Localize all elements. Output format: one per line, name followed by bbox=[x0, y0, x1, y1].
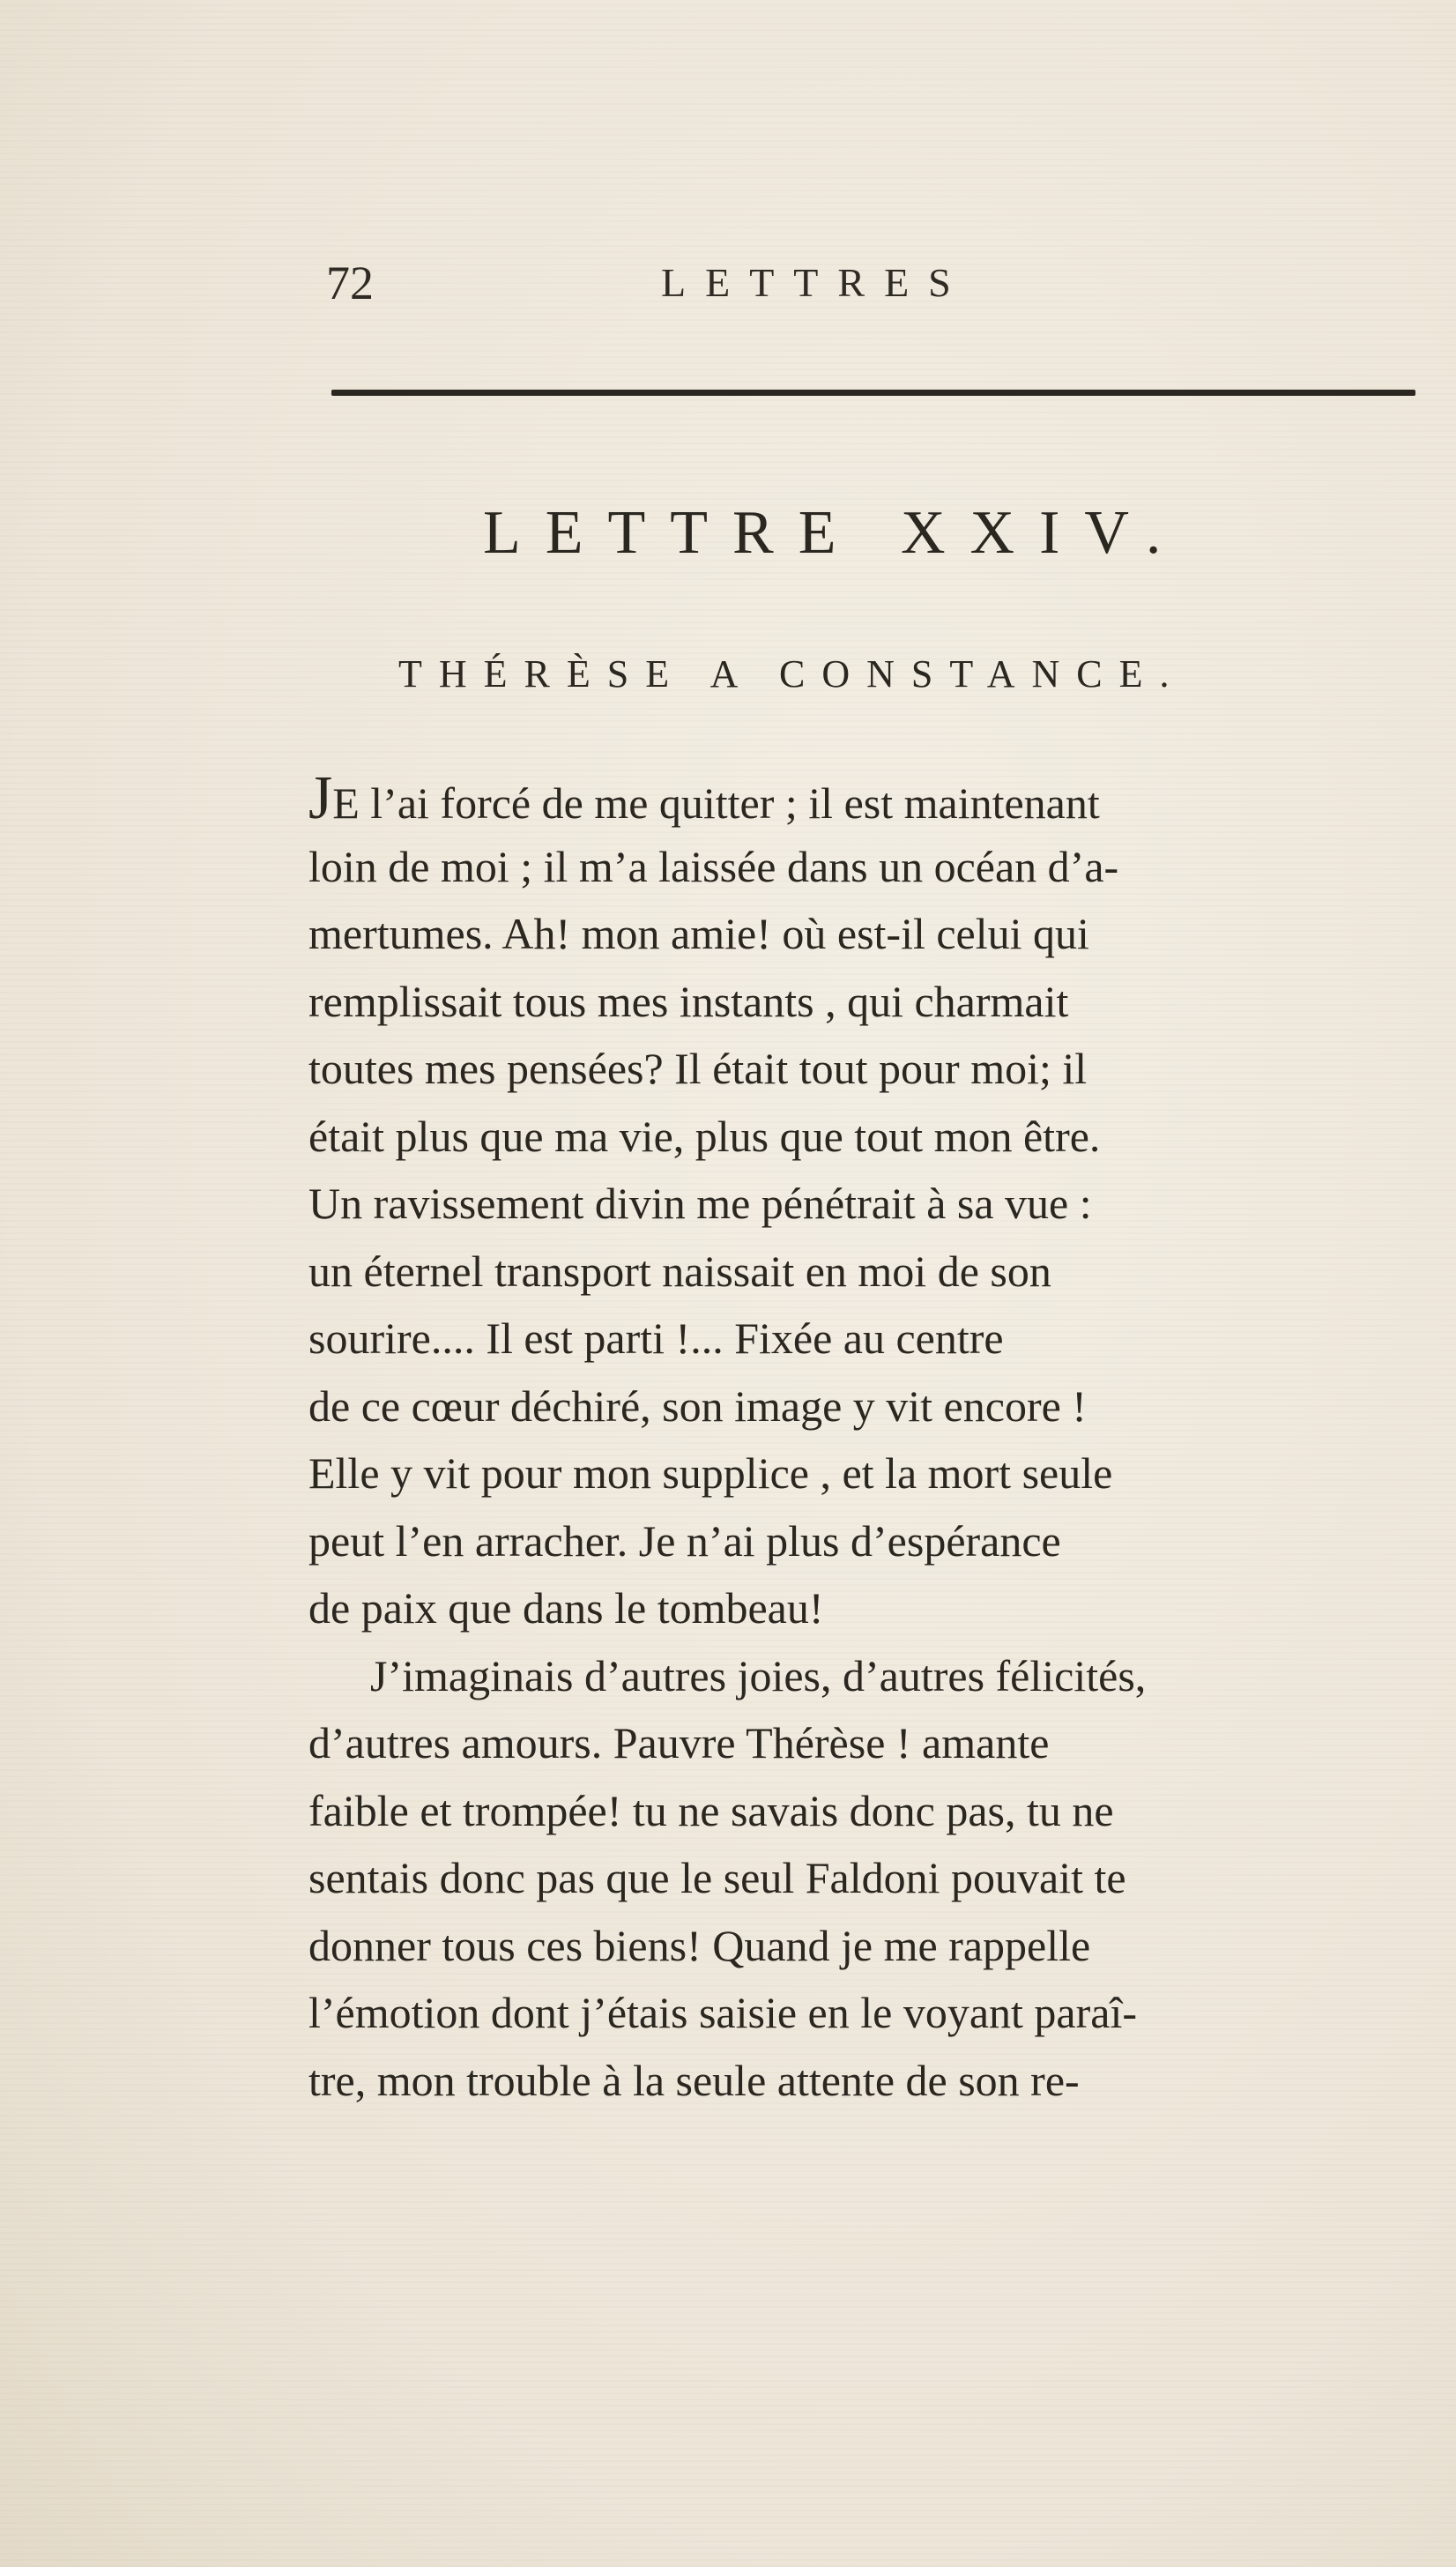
text-line: donner tous ces biens! Quand je me rappelle bbox=[308, 1920, 1091, 1970]
paragraph-2 bbox=[308, 1642, 1410, 2115]
text-line: Elle y vit pour mon supplice , et la mort seule bbox=[308, 1448, 1113, 1498]
text-line: loin de moi ; il m’a laissée dans un océan d’a- bbox=[308, 841, 1119, 891]
text-line: de ce cœur déchiré, son image y vit encore ! bbox=[308, 1380, 1087, 1431]
text-line: faible et trompée! tu ne savais donc pas, tu ne bbox=[308, 1785, 1114, 1835]
text-line: d’autres amours. Pauvre Thérèse ! amante bbox=[308, 1718, 1050, 1767]
text-line: toutes mes pensées? Il était tout pour moi; il bbox=[308, 1044, 1088, 1093]
text-line: sentais donc pas que le seul Faldoni pouvait te bbox=[308, 1853, 1126, 1902]
page-number: 72 bbox=[326, 257, 374, 309]
text-line-rest: E l’ai forcé de me quitter ; il est maintenant bbox=[332, 778, 1100, 828]
letter-body bbox=[308, 765, 1410, 2114]
text-line bbox=[308, 765, 1410, 833]
text-line: tre, mon trouble à la seule attente de son re- bbox=[308, 2055, 1080, 2105]
text-line: mertumes. Ah! mon amie! où est-il celui qui bbox=[308, 909, 1089, 958]
text-line: l’émotion dont j’étais saisie en le voyant paraî- bbox=[308, 1988, 1137, 2037]
text-line: peut l’en arracher. Je n’ai plus d’espérance bbox=[308, 1515, 1061, 1566]
running-title: LETTRES bbox=[661, 260, 970, 305]
text-line: Un ravissement divin me pénétrait à sa vue : bbox=[308, 1179, 1092, 1228]
text-line: sourire.... Il est parti !... Fixée au centre bbox=[308, 1313, 1004, 1363]
header-rule bbox=[331, 390, 1415, 396]
running-head bbox=[326, 252, 1119, 314]
text-line: J’imaginais d’autres joies, d’autres félicités, bbox=[370, 1650, 1147, 1700]
text-line: un éternel transport naissait en moi de son bbox=[308, 1246, 1051, 1296]
letter-salutation: THÉRÈSE A CONSTANCE. bbox=[398, 652, 1186, 696]
paragraph-1 bbox=[308, 765, 1410, 1642]
text-line: remplissait tous mes instants , qui charmait bbox=[308, 976, 1069, 1026]
drop-cap: J bbox=[308, 765, 333, 832]
text-line: était plus que ma vie, plus que tout mon être. bbox=[308, 1111, 1101, 1161]
letter-title: LETTRE XXIV. bbox=[483, 499, 1186, 567]
text-line: de paix que dans le tombeau! bbox=[308, 1583, 824, 1633]
